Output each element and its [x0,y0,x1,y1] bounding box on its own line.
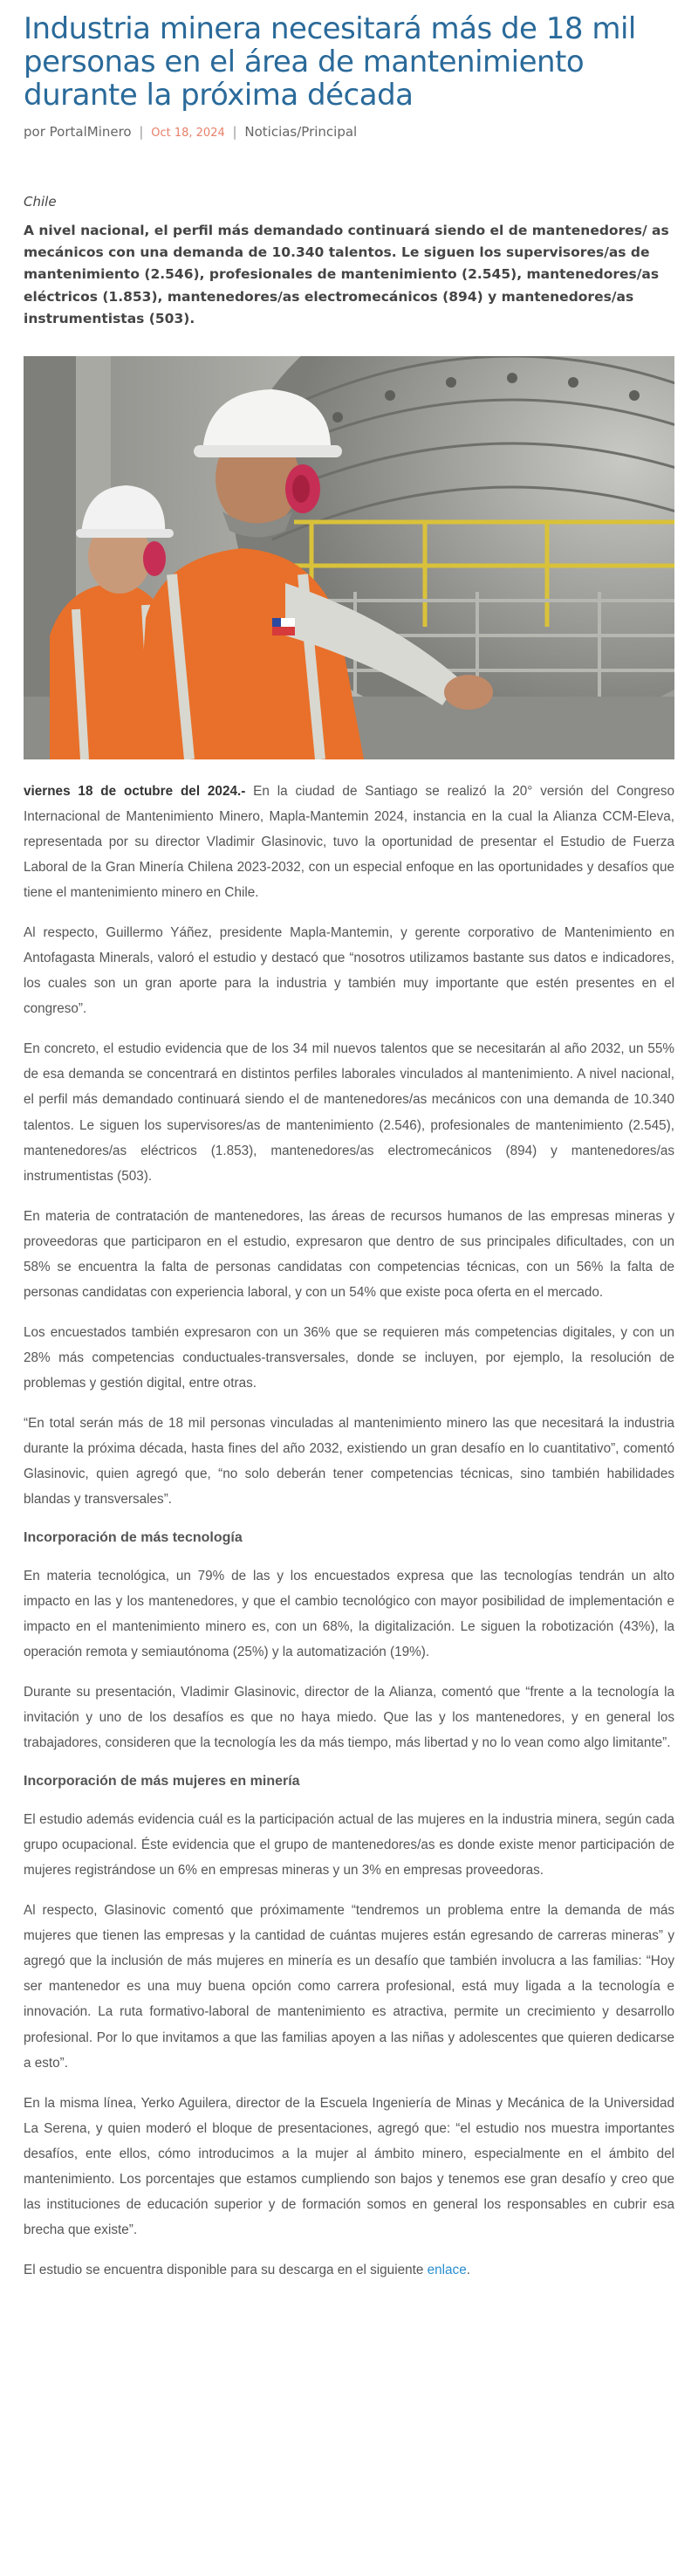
article-meta [24,124,674,140]
article-location: Chile [24,194,57,210]
download-link[interactable]: enlace [427,2263,467,2278]
mine-workers-illustration [24,356,674,759]
paragraph-6: “En total serán más de 18 mil personas vinculadas al mantenimiento minero las que necesitará la industria durante la próxima década, hasta fines del año 2032, existiendo un gran desafío en lo cuantitativo”, comentó Glasinovic, quien agregó que, “no solo deberán tener competencias técnicas, sino también habilidades blandas y transversales”. [24,1416,674,1508]
paragraph-4: En materia de contratación de mantenedores, las áreas de recursos humanos de las empresas mineras y proveedoras que participaron en el estudio, expresaron que dentro de sus principales dificultades, con un 58% se encuentra la falta de personas candidatas con competencias técnicas, con un 56% la falta de personas candidatas con experiencia laboral, y con un 54% que existe poca oferta en el mercado. [24,1208,674,1300]
heading-technology: Incorporación de más tecnología [24,1530,243,1546]
paragraph-12-end: . [466,2263,470,2278]
heading-women: Incorporación de más mujeres en minería [24,1774,300,1789]
article-photo [24,356,674,759]
paragraph-8: Durante su presentación, Vladimir Glasinovic, director de la Alianza, comentó que “frente a la tecnología la invitación y uno de los desafíos es que no haya miedo. Que las y los mantenedores, y en general los trabajadores, consideren que la tecnología les da más tiempo, más libertad y no lo vean como algo limitante”. [24,1685,674,1751]
paragraph-1-text: En la ciudad de Santiago se realizó la 20° versión del Congreso Internacional de Mantenimiento Minero, Mapla-Mantemin 2024, instancia en la cual la Alianza CCM-Eleva, representada por su director Vladimir Glasinovic, tuvo la oportunidad de presentar el Estudio de Fuerza Laboral de la Gran Minería Chilena 2023-2032, con un especial enfoque en las oportunidades y desafíos que tiene el mantenimiento minero en Chile. [24,783,675,901]
paragraph-12-text: El estudio se encuentra disponible para su descarga en el siguiente [24,2263,428,2278]
paragraph-12 [24,2257,674,2283]
paragraph-1 [24,779,674,905]
category-link[interactable]: Noticias/Principal [244,124,358,141]
publish-date: Oct 18, 2024 [151,127,225,141]
paragraph-7: En materia tecnológica, un 79% de las y los encuestados expresa que las tecnologías tendrán un alto impacto en las y los mantenedores, y que el cambio tecnológico con mayor posibilidad de implementación e impacto en el mantenimiento minero es, con un 68%, la digitalización. Le siguen la robotización (43%), la operación remota y semiautónoma (25%) y la automatización (19%). [24,1569,674,1660]
paragraph-10: Al respecto, Glasinovic comentó que próximamente “tendremos un problema entre la demanda de más mujeres que tienen las empresas y la cantidad de cuántas mujeres están egresando de carreras mineras” y agregó que la inclusión de más mujeres en minería es un desafío que también involucra a las familias: “Hoy ser mantenedor es una muy buena opción como carrera profesional, está muy ligada a la tecnología e innovación. La ruta formativo-laboral de mantenimiento es atractiva, permite un crecimiento y desarrollo profesional. Por lo que invitamos a que las familias apoyen a las niñas y adolescentes que quieren dedicarse a esto”. [24,1903,674,2071]
by-prefix: por [24,124,45,141]
paragraph-3: En concreto, el estudio evidencia que de los 34 mil nuevos talentos que se necesitarán al año 2032, un 55% de esa demanda se concentrará en distintos perfiles laborales vinculados al mantenimiento. A nivel nacional, el perfil más demandado continuará siendo el de mantenedores/as mecánicos con una demanda de 10.340 talentos. Le siguen los supervisores/as de mantenimiento (2.546), profesionales de mantenimiento (2.545), mantenedores/as eléctricos (1.853), mantenedores/as electromecánicos (894) y mantenedores/as instrumentistas (503). [24,1041,674,1184]
article-lead: A nivel nacional, el perfil más demandado continuará siendo el de mantenedores/ as mecánicos con una demanda de 10.340 talentos. Le siguen los supervisores/as de mantenimiento (2.546), profesionales de mantenimiento (2.545), mantenedores/as eléctricos (1.853), mantenedores/as electromecánicos (894) y mantenedores/as instrumentistas (503). [24,223,669,326]
article-title: Industria minera necesitará más de 18 mil personas en el área de mantenimiento durante la próxima década [24,11,636,113]
paragraph-2: Al respecto, Guillermo Yáñez, presidente Mapla-Mantemin, y gerente corporativo de Mantenimiento en Antofagasta Minerals, valoró el estudio y destacó que “nosotros utilizamos bastante sus datos e indicadores, los cuales son un gran aporte para la industria y también muy importante que estén presentes en el congreso”. [24,925,674,1017]
paragraph-1-date: viernes 18 de octubre del 2024.- [24,783,246,799]
author-link[interactable]: PortalMinero [49,124,132,141]
meta-separator: | [232,124,237,141]
paragraph-5: Los encuestados también expresaron con un 36% que se requieren más competencias digitales, y con un 28% más competencias conductuales-transversales, donde se incluyen, por ejemplo, la resolución de problemas y gestión digital, entre otras. [24,1324,674,1391]
paragraph-9: El estudio además evidencia cuál es la participación actual de las mujeres en la industria minera, según cada grupo ocupacional. Éste evidencia que el grupo de mantenedores/as es donde existe menor participación de mujeres registrándose un 6% en empresas mineras y un 3% en empresas proveedoras. [24,1812,674,1879]
meta-separator: | [139,124,144,141]
paragraph-11: En la misma línea, Yerko Aguilera, director de la Escuela Ingeniería de Minas y Mecánica de la Universidad La Serena, y quien moderó el bloque de presentaciones, agregó que: “el estudio nos muestra importantes desafíos, ente ellos, cómo introducimos a la mujer al ámbito minero, especialmente en el ámbito del mantenimiento. Los porcentajes que estamos cumpliendo son bajos y tenemos ese gran desafío y creo que las instituciones de educación superior y de formación somos en general los responsables en cubrir esa brecha que existe”. [24,2095,674,2237]
